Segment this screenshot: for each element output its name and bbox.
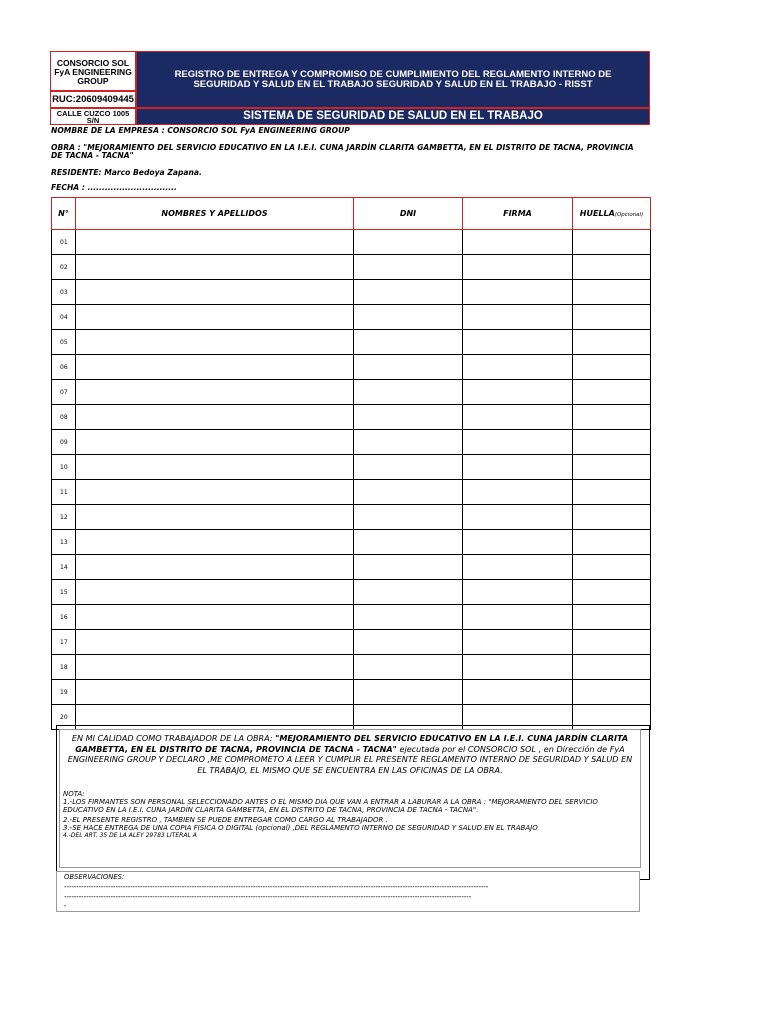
signature-cell[interactable] xyxy=(463,605,573,630)
dni-cell[interactable] xyxy=(354,680,463,705)
fingerprint-cell[interactable] xyxy=(573,230,651,255)
col-header-fingerprint xyxy=(573,198,651,230)
dni-cell[interactable] xyxy=(354,230,463,255)
signature-cell[interactable] xyxy=(463,555,573,580)
name-cell[interactable] xyxy=(76,355,354,380)
note-2: 2.-EL PRESENTE REGISTRO , TAMBIEN SE PUEDE ENTREGAR COMO CARGO AL TRABAJADOR . xyxy=(63,816,388,824)
table-row xyxy=(52,555,651,580)
table-row xyxy=(52,380,651,405)
table-row xyxy=(52,330,651,355)
date-field[interactable]: FECHA : ............................... xyxy=(51,183,177,192)
address-box xyxy=(50,108,136,125)
fingerprint-cell[interactable] xyxy=(573,280,651,305)
name-cell[interactable] xyxy=(76,280,354,305)
row-number: 16 xyxy=(52,605,76,630)
signature-cell[interactable] xyxy=(463,430,573,455)
fingerprint-cell[interactable] xyxy=(573,380,651,405)
signature-cell[interactable] xyxy=(463,480,573,505)
fingerprint-cell[interactable] xyxy=(573,330,651,355)
observations-label: OBSERVACIONES: xyxy=(64,873,125,881)
col-header-names: NOMBRES Y APELLIDOS xyxy=(76,198,354,230)
declaration-project-name: "MEJORAMIENTO DEL SERVICIO EDUCATIVO EN LA I.E.I. CUNA JARDÍN CLARITA GAMBETTA, EN EL DISTRITO DE TACNA, PROVINCIA DE TACNA - TACNA" xyxy=(75,733,629,754)
signature-cell[interactable] xyxy=(463,680,573,705)
table-row xyxy=(52,430,651,455)
fingerprint-label: HUELLA xyxy=(579,209,615,218)
company-name-box xyxy=(50,51,136,91)
fingerprint-cell[interactable] xyxy=(573,680,651,705)
row-number: 06 xyxy=(52,355,76,380)
company-name-line1: CONSORCIO SOL xyxy=(56,58,130,68)
signature-cell[interactable] xyxy=(463,505,573,530)
table-row xyxy=(52,630,651,655)
declaration-part1: EN MI CALIDAD COMO TRABAJADOR DE LA OBRA: xyxy=(71,733,276,743)
fingerprint-cell[interactable] xyxy=(573,455,651,480)
table-row xyxy=(52,255,651,280)
row-number: 19 xyxy=(52,680,76,705)
table-row xyxy=(52,305,651,330)
table-row xyxy=(52,530,651,555)
name-cell[interactable] xyxy=(76,330,354,355)
table-row xyxy=(52,655,651,680)
signature-cell[interactable] xyxy=(463,455,573,480)
name-cell[interactable] xyxy=(76,255,354,280)
table-row xyxy=(52,230,651,255)
row-number: 05 xyxy=(52,330,76,355)
row-number: 03 xyxy=(52,280,76,305)
row-number: 10 xyxy=(52,455,76,480)
name-cell[interactable] xyxy=(76,480,354,505)
row-number: 15 xyxy=(52,580,76,605)
fingerprint-cell[interactable] xyxy=(573,430,651,455)
observations-line-2[interactable]: ---------------------------------------------------------------------------------------------------------------------------------------------------------------------- xyxy=(64,893,472,901)
col-header-signature: FIRMA xyxy=(463,198,573,230)
table-row xyxy=(52,505,651,530)
declaration-text xyxy=(64,733,636,775)
dni-cell[interactable] xyxy=(354,255,463,280)
name-cell[interactable] xyxy=(76,455,354,480)
dni-cell[interactable] xyxy=(354,505,463,530)
ruc-box: RUC:20609409445 xyxy=(50,91,136,108)
row-number: 13 xyxy=(52,530,76,555)
name-cell[interactable] xyxy=(76,505,354,530)
dni-cell[interactable] xyxy=(354,630,463,655)
row-number: 14 xyxy=(52,555,76,580)
signature-cell[interactable] xyxy=(463,655,573,680)
name-cell[interactable] xyxy=(76,405,354,430)
dni-cell[interactable] xyxy=(354,305,463,330)
row-number: 11 xyxy=(52,480,76,505)
table-row xyxy=(52,355,651,380)
fingerprint-optional-note: (Opcional) xyxy=(614,212,644,218)
dni-cell[interactable] xyxy=(354,330,463,355)
dni-cell[interactable] xyxy=(354,580,463,605)
dni-cell[interactable] xyxy=(354,280,463,305)
row-number: 02 xyxy=(52,255,76,280)
row-number: 04 xyxy=(52,305,76,330)
row-number: 17 xyxy=(52,630,76,655)
note-4: 4.-DEL ART. 35 DE LA ALEY 29783 LITERAL A xyxy=(63,832,197,839)
fingerprint-cell[interactable] xyxy=(573,405,651,430)
name-cell[interactable] xyxy=(76,655,354,680)
name-cell[interactable] xyxy=(76,230,354,255)
notes-title: NOTA: xyxy=(63,790,85,798)
row-number: 18 xyxy=(52,655,76,680)
table-row xyxy=(52,480,651,505)
signature-cell[interactable] xyxy=(463,630,573,655)
name-cell[interactable] xyxy=(76,380,354,405)
worker-register-table xyxy=(51,197,651,730)
signature-cell[interactable] xyxy=(463,305,573,330)
row-number: 08 xyxy=(52,405,76,430)
name-cell[interactable] xyxy=(76,530,354,555)
fingerprint-cell[interactable] xyxy=(573,580,651,605)
name-cell[interactable] xyxy=(76,630,354,655)
note-1: 1.-LOS FIRMANTES SON PERSONAL SELECCIONADO ANTES O EL MISMO DIA QUE VAN A ENTRAR A LABURAR A LA OBRA : "MEJORAMIENTO DEL SERVICIO EDUCATIVO EN LA I.E.I. CUNA JARDÍN CLARITA GAMBETTA, EN EL DISTRITO DE TACNA, PROVINCIA DE TACNA - TACNA". xyxy=(63,798,598,814)
table-body xyxy=(52,230,651,730)
table-row xyxy=(52,605,651,630)
col-header-dni: DNI xyxy=(354,198,463,230)
table-row xyxy=(52,280,651,305)
fingerprint-cell[interactable] xyxy=(573,505,651,530)
observations-box[interactable] xyxy=(56,871,640,912)
signature-cell[interactable] xyxy=(463,580,573,605)
signature-cell[interactable] xyxy=(463,380,573,405)
signature-cell[interactable] xyxy=(463,255,573,280)
document-title: REGISTRO DE ENTREGA Y COMPROMISO DE CUMPLIMIENTO DEL REGLAMENTO INTERNO DE SEGURIDAD Y SALUD EN EL TRABAJO SEGURIDAD Y SALUD EN EL TRABAJO - RISST xyxy=(136,51,650,108)
address-line1: CALLE CUZCO 1005 xyxy=(56,109,130,118)
dni-cell[interactable] xyxy=(354,655,463,680)
fingerprint-cell[interactable] xyxy=(573,255,651,280)
signature-cell[interactable] xyxy=(463,280,573,305)
company-info: NOMBRE DE LA EMPRESA : CONSORCIO SOL FyA ENGINEERING GROUP xyxy=(51,126,350,135)
table-header-row xyxy=(52,198,651,230)
fingerprint-cell[interactable] xyxy=(573,530,651,555)
declaration-part2: ejecutada por el CONSORCIO SOL , en Dirección de FyA ENGINEERING GROUP Y DECLARO ,ME COMPROMETO A LEER Y CUMPLIR EL PRESENTE REGLAMENTO INTERNO DE SEGURIDAD Y SALUD EN EL TRABAJO, EL MISMO QUE SE ENCUENTRA EN LAS OFICINAS DE LA OBRA. xyxy=(67,743,633,775)
address-line2: S/N xyxy=(86,116,100,125)
table-row xyxy=(52,405,651,430)
fingerprint-cell[interactable] xyxy=(573,305,651,330)
dni-cell[interactable] xyxy=(354,480,463,505)
name-cell[interactable] xyxy=(76,680,354,705)
name-cell[interactable] xyxy=(76,555,354,580)
name-cell[interactable] xyxy=(76,580,354,605)
system-title: SISTEMA DE SEGURIDAD DE SALUD EN EL TRABAJO xyxy=(136,108,650,125)
fingerprint-cell[interactable] xyxy=(573,355,651,380)
company-name-line2: FyA ENGINEERING xyxy=(54,67,132,77)
signature-cell[interactable] xyxy=(463,355,573,380)
dni-cell[interactable] xyxy=(354,555,463,580)
observations-line-1[interactable]: ----------------------------------------------------------------------------------------------------------------------------------------------------------------------------- xyxy=(64,883,489,891)
fingerprint-cell[interactable] xyxy=(573,480,651,505)
company-name-line3: GROUP xyxy=(77,76,109,86)
table-row xyxy=(52,680,651,705)
row-number: 07 xyxy=(52,380,76,405)
signature-cell[interactable] xyxy=(463,405,573,430)
fingerprint-cell[interactable] xyxy=(573,605,651,630)
signature-cell[interactable] xyxy=(463,330,573,355)
signature-cell[interactable] xyxy=(463,530,573,555)
row-number: 20 xyxy=(52,705,76,730)
dni-cell[interactable] xyxy=(354,430,463,455)
fingerprint-cell[interactable] xyxy=(573,630,651,655)
name-cell[interactable] xyxy=(76,605,354,630)
name-cell[interactable] xyxy=(76,305,354,330)
signature-cell[interactable] xyxy=(463,230,573,255)
dni-cell[interactable] xyxy=(354,380,463,405)
fingerprint-cell[interactable] xyxy=(573,655,651,680)
project-info: OBRA : "MEJORAMIENTO DEL SERVICIO EDUCATIVO EN LA I.E.I. CUNA JARDÍN CLARITA GAMBETTA, EN EL DISTRITO DE TACNA, PROVINCIA DE TACNA - TACNA" xyxy=(51,143,634,160)
resident-info: RESIDENTE: Marco Bedoya Zapana. xyxy=(51,168,202,177)
col-header-number: N° xyxy=(52,198,76,230)
dni-cell[interactable] xyxy=(354,455,463,480)
dni-cell[interactable] xyxy=(354,605,463,630)
row-number: 09 xyxy=(52,430,76,455)
note-3: 3.-SE HACE ENTREGA DE UNA COPIA FISICA O DIGITAL (opcional) ,DEL REGLAMENTO INTERNO DE SEGURIDAD Y SALUD EN EL TRABAJO xyxy=(63,824,538,832)
dni-cell[interactable] xyxy=(354,405,463,430)
row-number: 01 xyxy=(52,230,76,255)
fingerprint-cell[interactable] xyxy=(573,555,651,580)
row-number: 12 xyxy=(52,505,76,530)
observations-line-3[interactable]: - xyxy=(64,902,67,910)
dni-cell[interactable] xyxy=(354,530,463,555)
table-row xyxy=(52,580,651,605)
dni-cell[interactable] xyxy=(354,355,463,380)
name-cell[interactable] xyxy=(76,430,354,455)
table-row xyxy=(52,455,651,480)
